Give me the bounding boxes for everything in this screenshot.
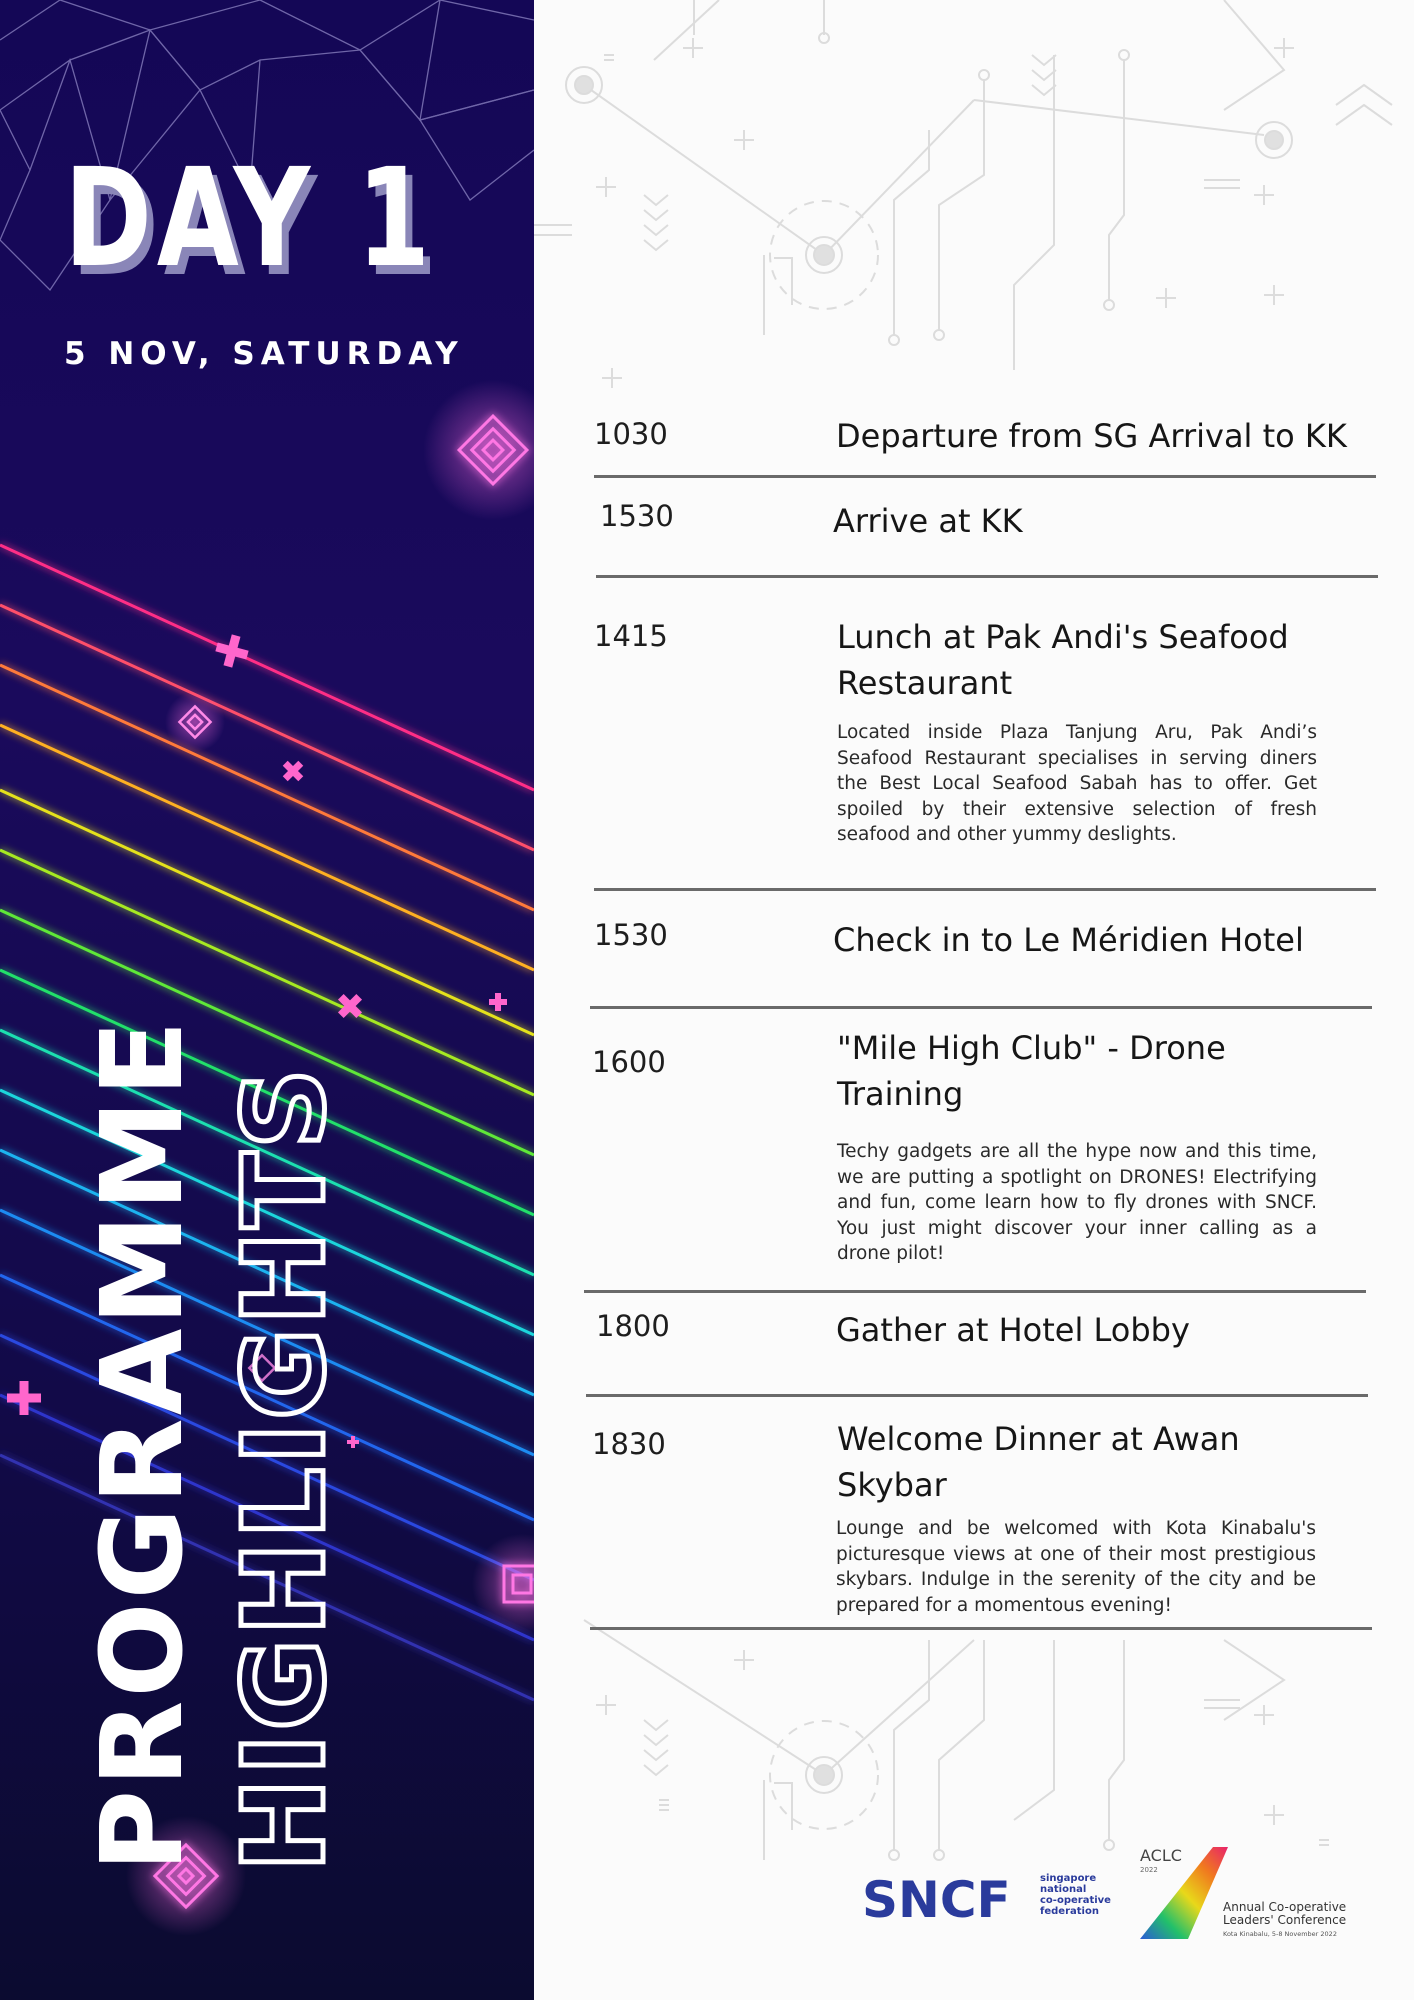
schedule-title: "Mile High Club" - Drone Training bbox=[837, 1029, 1226, 1113]
schedule-description: Lounge and be welcomed with Kota Kinabalu's picturesque views at one of their most prestigious skybars. Indulge in the serenity of the city and be prepared for a momentous evening! bbox=[836, 1518, 1316, 1616]
schedule-time: 1030 bbox=[594, 417, 668, 451]
sncf-wordmark: SNCF bbox=[862, 1871, 1011, 1927]
circuit-background-decoration bbox=[534, 0, 1414, 2000]
svg-text:federation: federation bbox=[1040, 1906, 1099, 1917]
divider bbox=[594, 475, 1376, 478]
divider bbox=[590, 1627, 1372, 1630]
schedule-time: 1600 bbox=[592, 1045, 666, 1079]
schedule-description: Techy gadgets are all the hype now and this time, we are putting a spotlight on DRONES! Electrifying and fun, come learn how to fly drones with SNCF. You just might discover your inner calling as a drone pilot! bbox=[837, 1141, 1317, 1264]
svg-text:Annual Co-operative: Annual Co-operative bbox=[1223, 1900, 1347, 1914]
schedule-title: Arrive at KK bbox=[833, 502, 1023, 540]
highlights-vertical-heading: HIGHLIGHTS bbox=[220, 1065, 350, 1872]
svg-text:2022: 2022 bbox=[1140, 1866, 1158, 1874]
svg-text:ACLC: ACLC bbox=[1140, 1846, 1182, 1865]
divider bbox=[584, 1290, 1366, 1293]
schedule-title: Check in to Le Méridien Hotel bbox=[833, 921, 1304, 959]
aclc-logo bbox=[1138, 1843, 1354, 1943]
svg-text:singapore: singapore bbox=[1040, 1873, 1097, 1884]
day-title: DAY 1 bbox=[64, 140, 435, 298]
schedule-title: Gather at Hotel Lobby bbox=[836, 1311, 1190, 1349]
schedule-panel bbox=[534, 0, 1414, 2000]
programme-vertical-heading: PROGRAMME bbox=[78, 1017, 208, 1872]
schedule-description: Located inside Plaza Tanjung Aru, Pak Andi’s Seafood Restaurant specialises in serving diners the Best Local Seafood Sabah has to offer. Get spoiled by their extensive selection of fresh seafood and other yummy deslights. bbox=[837, 722, 1317, 845]
schedule-time: 1530 bbox=[600, 499, 674, 533]
left-panel bbox=[0, 0, 534, 2000]
schedule-time: 1830 bbox=[592, 1427, 666, 1461]
divider bbox=[596, 575, 1378, 578]
schedule-time: 1415 bbox=[594, 619, 668, 653]
svg-text:national: national bbox=[1040, 1884, 1087, 1895]
schedule-title: Departure from SG Arrival to KK bbox=[836, 417, 1347, 455]
divider bbox=[594, 888, 1376, 891]
sncf-logo bbox=[862, 1867, 1112, 1927]
svg-text:co-operative: co-operative bbox=[1040, 1895, 1111, 1906]
svg-text:Leaders' Conference: Leaders' Conference bbox=[1223, 1913, 1347, 1927]
schedule-time: 1530 bbox=[594, 918, 668, 952]
svg-text:Kota Kinabalu, 5-8 November 20: Kota Kinabalu, 5-8 November 2022 bbox=[1223, 1930, 1337, 1938]
schedule-time: 1800 bbox=[596, 1309, 670, 1343]
divider bbox=[590, 1006, 1372, 1009]
divider bbox=[586, 1394, 1368, 1397]
schedule-title: Lunch at Pak Andi's Seafood Restaurant bbox=[837, 618, 1289, 702]
schedule-title: Welcome Dinner at Awan Skybar bbox=[837, 1420, 1240, 1504]
date-label: 5 NOV, SATURDAY bbox=[64, 336, 464, 372]
